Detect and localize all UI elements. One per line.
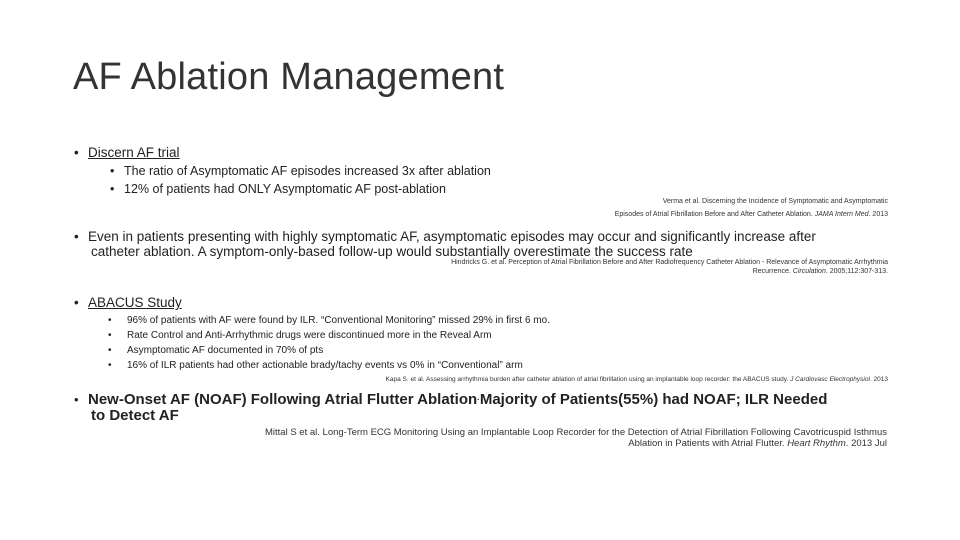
citation-line: Verma et al. Discerning the Incidence of Symptomatic and Asymptomatic	[662, 198, 888, 205]
citation-line: Recurrence. Circulation. 2005;112:307-313.	[752, 268, 888, 275]
paragraph-line: Even in patients presenting with highly symptomatic AF, asymptomatic episodes may occur and significantly increase after	[88, 229, 816, 244]
paragraph-line: New-Onset AF (NOAF) Following Atrial Flutter Ablation	[88, 391, 478, 408]
paragraph-line: catheter ablation. A symptom-only-based follow-up would substantially overestimate the success rate	[91, 244, 693, 259]
abacus-section-heading	[74, 295, 182, 310]
bullet-icon: •	[110, 182, 115, 196]
bullet-icon: •	[108, 315, 112, 326]
abacus-citation: Kapa S. et al. Assessing arrhythmia burden after catheter ablation of atrial fibrillation using an implantable loop recorder: the ABACUS study. J Cardiovasc Electrophysiol. 2013	[385, 376, 888, 383]
noaf-paragraph: • New-Onset AF (NOAF) Following Atrial Flutter Ablation·Majority of Patients(55%) had NOAF; ILR Needed to Detect AF	[74, 391, 828, 425]
bullet-icon: •	[74, 392, 79, 407]
list-item	[108, 330, 492, 341]
bullet-icon: •	[110, 164, 115, 178]
list-item-text: Asymptomatic AF documented in 70% of pts	[127, 345, 324, 356]
paragraph-line: Majority of Patients(55%) had NOAF; ILR Needed	[479, 391, 828, 408]
bullet-icon: •	[74, 295, 79, 310]
discern-heading-text: Discern AF trial	[88, 145, 180, 160]
list-item-text: Rate Control and Anti-Arrhythmic drugs were discontinued more in the Reveal Arm	[127, 330, 492, 341]
bullet-icon: •	[74, 145, 79, 160]
hindricks-paragraph	[74, 229, 816, 259]
list-item	[108, 345, 323, 356]
list-item-text: 16% of ILR patients had other actionable brady/tachy events vs 0% in “Conventional” arm	[127, 360, 523, 371]
list-item-text: 12% of patients had ONLY Asymptomatic AF post-ablation	[124, 182, 446, 196]
list-item	[110, 164, 491, 178]
bullet-icon: •	[108, 330, 112, 341]
bullet-icon: •	[74, 229, 79, 244]
list-item	[108, 360, 523, 371]
list-item-text: The ratio of Asymptomatic AF episodes increased 3x after ablation	[124, 164, 491, 178]
citation-line: Episodes of Atrial Fibrillation Before and After Catheter Ablation. JAMA Intern Med. 2013	[614, 211, 888, 218]
citation-line: Ablation in Patients with Atrial Flutter. Heart Rhythm. 2013 Jul	[628, 438, 887, 449]
hindricks-citation	[451, 258, 888, 276]
list-item-text: 96% of patients with AF were found by ILR. “Conventional Monitoring” missed 29% in first 6 mo.	[127, 315, 550, 326]
mittal-citation	[265, 427, 887, 449]
paragraph-line: to Detect AF	[91, 407, 179, 425]
list-item	[110, 182, 446, 196]
discern-section-heading	[74, 145, 180, 160]
discern-citation	[615, 195, 888, 221]
bullet-icon: •	[108, 360, 112, 371]
citation-line: Mittal S et al. Long-Term ECG Monitoring Using an Implantable Loop Recorder for the Detection of Atrial Fibrillation Following Cavotricuspid Isthmus	[264, 427, 887, 438]
citation-line: Hindricks G. et al. Perception of Atrial Fibrillation Before and After Radiofrequency Catheter Ablation - Relevance of Asymptomatic Arrhythmia	[451, 259, 888, 266]
abacus-heading-text: ABACUS Study	[88, 295, 182, 310]
bullet-icon: •	[108, 345, 112, 356]
list-item	[108, 315, 550, 326]
page-title: AF Ablation Management	[73, 56, 505, 98]
